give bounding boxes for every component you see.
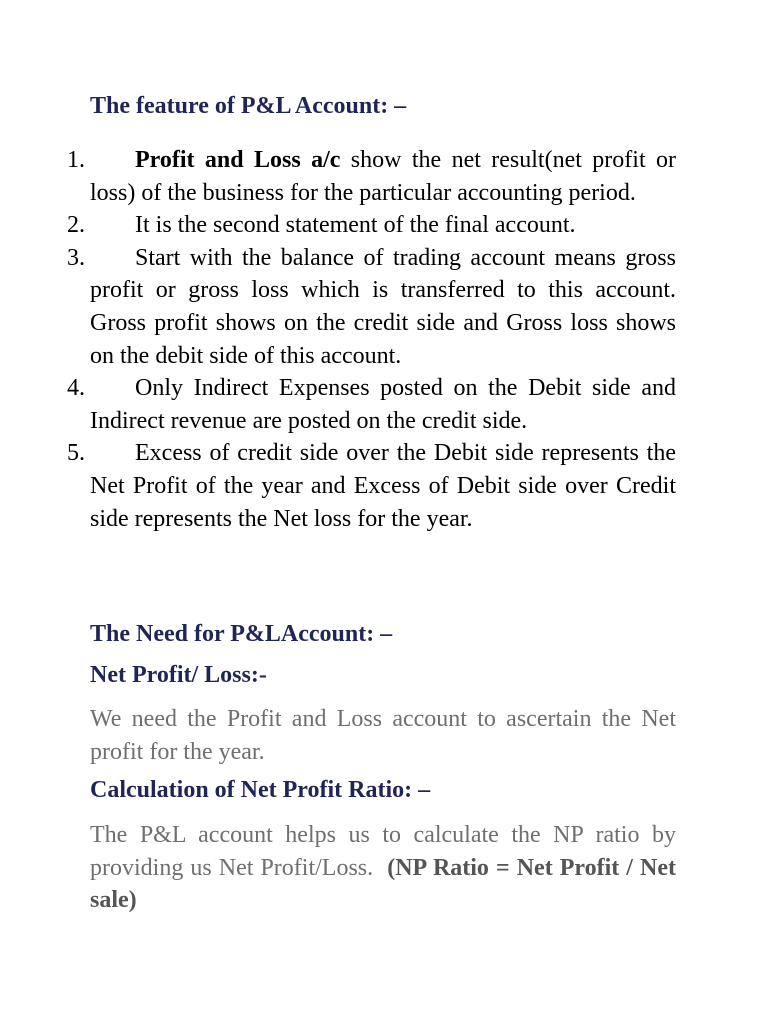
calculation-heading: Calculation of Net Profit Ratio: –	[90, 777, 431, 803]
list-number: 1.	[67, 147, 85, 173]
list-item-text: show the net result(net profit or loss) of the business for the particular accounting period.	[90, 147, 676, 206]
list-number: 5.	[67, 440, 85, 467]
list-item-text: Start with the balance of trading account means gross profit or gross loss which is transferred to this account. Gross profit shows on the credit side and Gross loss shows on the debit side of this account.	[90, 244, 676, 369]
calculation-paragraph	[90, 819, 676, 917]
list-item	[0, 242, 676, 372]
net-profit-heading: Net Profit/ Loss:-	[90, 662, 267, 688]
bold-term: Profit and Loss a/c	[135, 147, 341, 173]
list-number: 4.	[67, 375, 85, 402]
calculation-text: The P&L account helps us to calculate the NP ratio by providing us Net Profit/Loss.	[90, 822, 676, 881]
need-heading: The Need for P&LAccount: –	[90, 621, 393, 647]
np-ratio-formula: (NP Ratio = Net Profit / Net sale)	[90, 854, 676, 914]
list-number: 3.	[67, 244, 85, 271]
list-item	[0, 437, 676, 535]
list-item	[0, 209, 676, 242]
list-item-text: Only Indirect Expenses posted on the Debit side and Indirect revenue are posted on the credit side.	[90, 375, 676, 434]
list-item-text: It is the second statement of the final account.	[135, 212, 576, 239]
list-item-text: Excess of credit side over the Debit side represents the Net Profit of the year and Excess of Debit side over Credit side represents the Net loss for the year.	[90, 440, 676, 532]
list-number: 2.	[67, 212, 85, 239]
list-item	[0, 144, 676, 209]
features-list	[0, 144, 768, 535]
net-profit-paragraph: We need the Profit and Loss account to ascertain the Net profit for the year.	[90, 706, 676, 765]
list-item	[0, 372, 676, 437]
features-heading: The feature of P&L Account: –	[90, 93, 407, 119]
